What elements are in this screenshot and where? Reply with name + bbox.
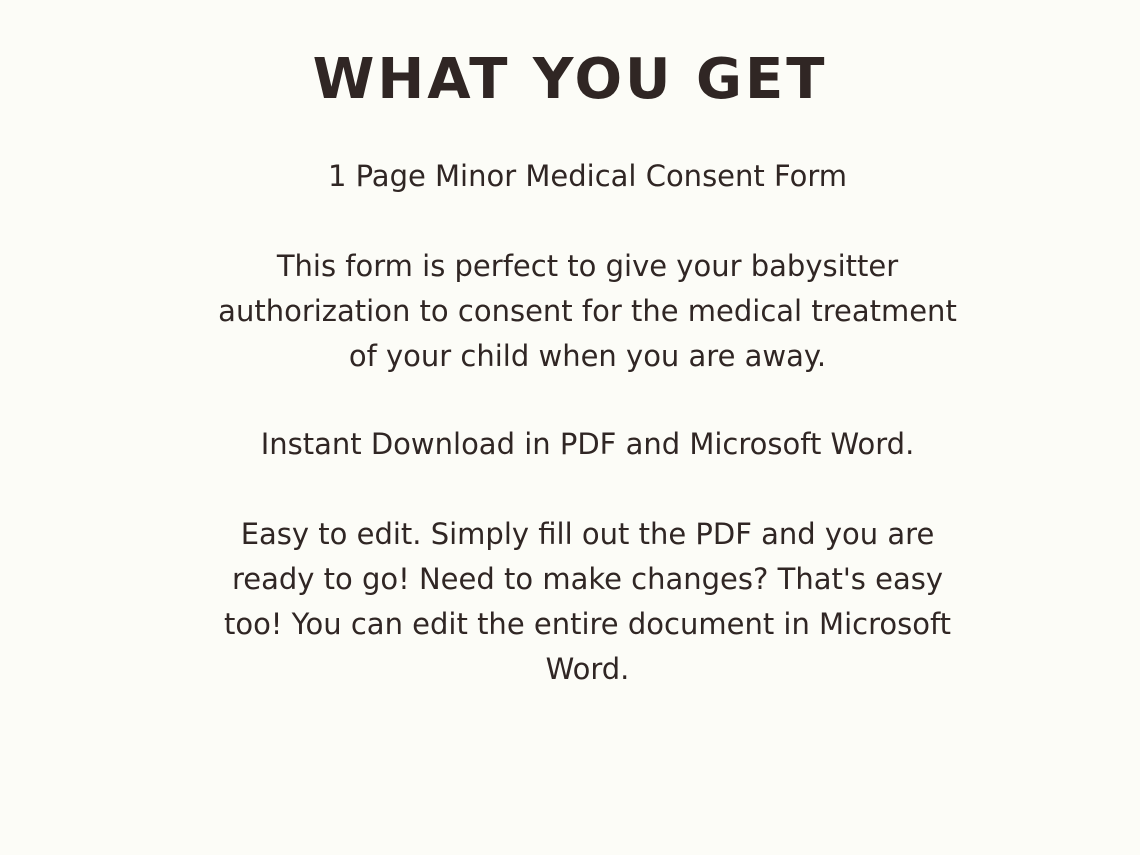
editing-line: ready to go! Need to make changes? That's easy: [231, 562, 944, 596]
description-line: of your child when you are away.: [348, 339, 827, 373]
usage-description: [170, 244, 1005, 379]
download-line: Instant Download in PDF and Microsoft Word.: [260, 427, 915, 461]
description-line: authorization to consent for the medical treatment: [218, 294, 957, 328]
download-info: [170, 422, 1005, 467]
product-summary: [170, 154, 1005, 199]
editing-line: Easy to edit. Simply fill out the PDF and you are: [240, 517, 935, 551]
editing-line: too! You can edit the entire document in Microsoft: [223, 607, 952, 641]
summary-line: 1 Page Minor Medical Consent Form: [327, 159, 848, 193]
page-title: WHAT YOU GET: [312, 47, 828, 112]
description-line: This form is perfect to give your babysitter: [276, 249, 899, 283]
editing-line: Word.: [545, 652, 630, 686]
editing-info: [170, 512, 1005, 692]
